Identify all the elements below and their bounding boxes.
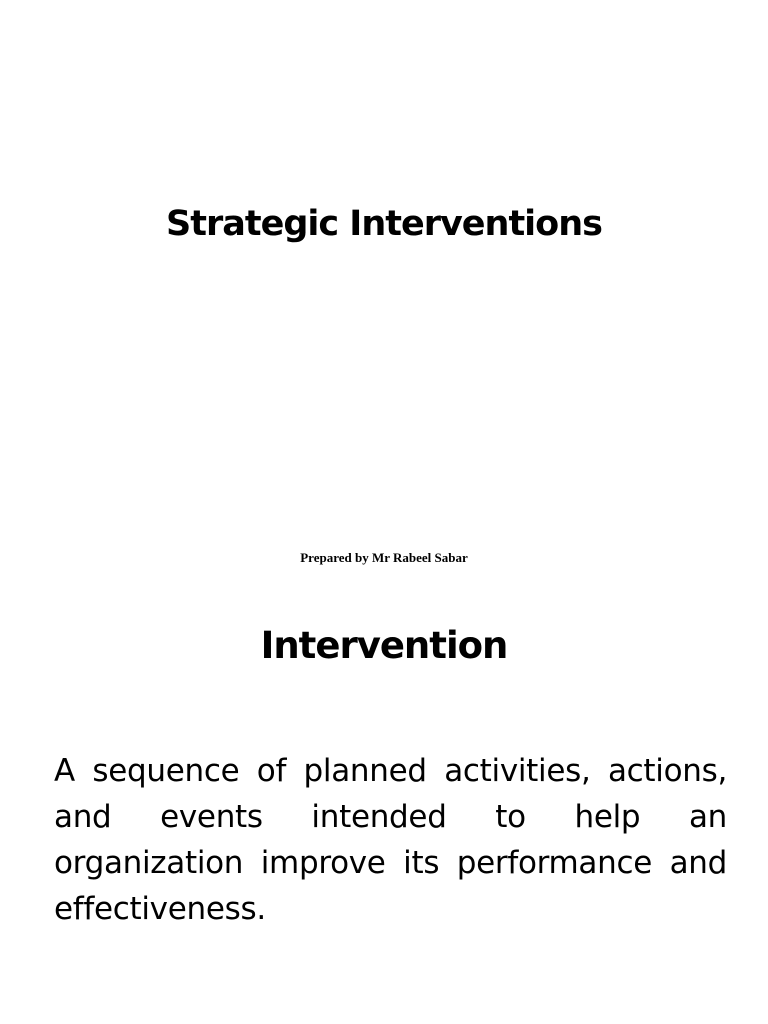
slide-title: Strategic Interventions: [166, 204, 602, 244]
slide-heading: Intervention: [260, 624, 508, 667]
definition-text: A sequence of planned activities, actions, and events intended to help an organization improve its performance and effectiveness.: [54, 753, 727, 927]
author-credit: Prepared by Mr Rabeel Sabar: [300, 550, 468, 565]
definition-slide: [0, 600, 768, 1024]
